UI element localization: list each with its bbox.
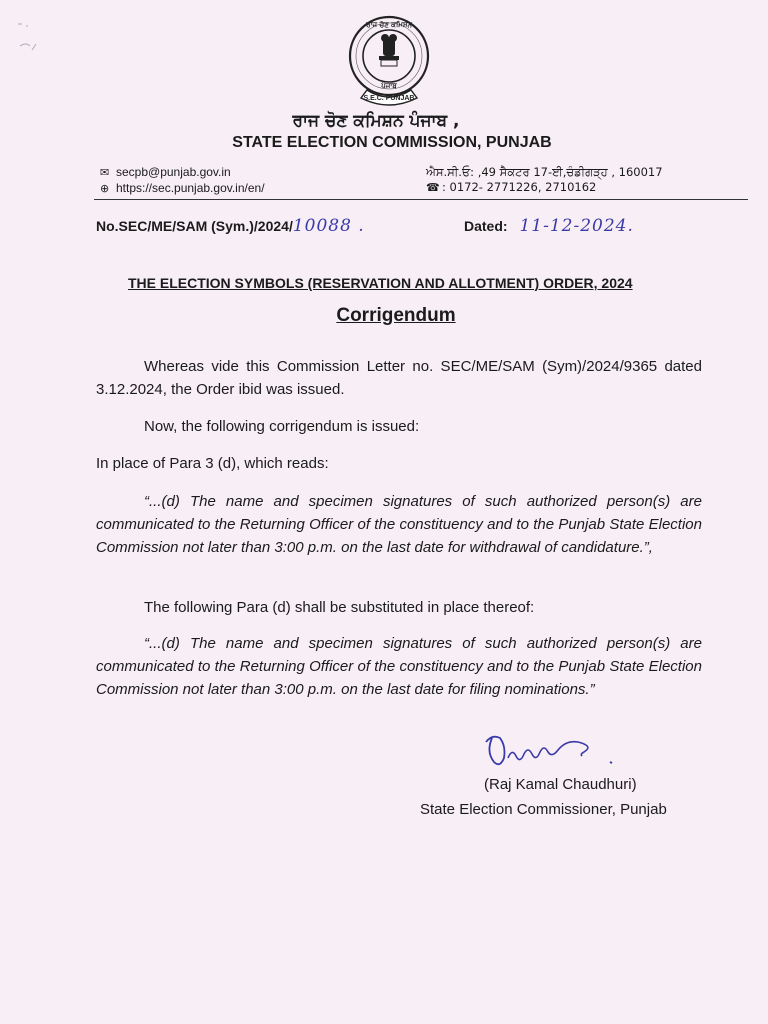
body-paragraph-2: Now, the following corrigendum is issued: — [144, 418, 420, 435]
signatory-block — [420, 772, 667, 822]
signatory-designation: State Election Commissioner, Punjab — [420, 801, 667, 818]
scan-mark — [14, 16, 54, 66]
email-icon: ✉ — [100, 167, 110, 179]
phone-numbers: : 0172- 2771226, 2710162 — [442, 180, 597, 194]
contact-left — [100, 165, 265, 197]
website-link[interactable]: https://sec.punjab.gov.in/en/ — [116, 181, 265, 195]
header-divider — [94, 199, 748, 200]
body-paragraph-3: In place of Para 3 (d), which reads: — [96, 455, 329, 472]
order-title: THE ELECTION SYMBOLS (RESERVATION AND ALLOTMENT) ORDER, 2024 — [128, 275, 633, 291]
globe-icon: ⊕ — [100, 183, 110, 195]
reference-date — [464, 216, 634, 236]
contact-right — [426, 165, 663, 195]
emblem-bottom-text: ਪੰਜਾਬ — [381, 82, 397, 90]
signatory-name: (Raj Kamal Chaudhuri) — [484, 776, 637, 793]
reference-label: No.SEC/ME/SAM (Sym.)/2024/ — [96, 218, 293, 234]
quoted-original-para: “...(d) The name and specimen signatures of such authorized person(s) are communicated to the Returning Officer of the constituency and to the Punjab State Election Commission not later than 3:00 p.m. on the last date for withdrawal of candidature.”, — [96, 493, 702, 556]
commission-title: STATE ELECTION COMMISSION, PUNJAB — [232, 134, 552, 151]
email-link[interactable]: secpb@punjab.gov.in — [116, 165, 231, 179]
corrigendum-title: Corrigendum — [336, 305, 456, 326]
dated-label: Dated: — [464, 218, 508, 234]
commission-emblem-icon — [347, 14, 431, 110]
body-paragraph-1: Whereas vide this Commission Letter no. SEC/ME/SAM (Sym)/2024/9365 dated 3.12.2024, the Order ibid was issued. — [96, 358, 702, 398]
phone-icon: ☎ — [426, 181, 440, 194]
reference-handwritten-number: 10088 . — [292, 216, 365, 236]
office-address: ਐਸ.ਸੀ.ਓ: ,49 ਸੈਕਟਰ 17-ਈ,ਚੰਡੀਗੜ੍ਹ , 160017 — [426, 165, 663, 179]
emblem-ribbon-text: S.E.C. PUNJAB — [363, 95, 415, 102]
body-paragraph-5: The following Para (d) shall be substituted in place thereof: — [144, 599, 535, 616]
emblem-ring-text: ਰਾਜ ਚੋਣ ਕਮਿਸ਼ਨ — [366, 21, 412, 29]
reference-number — [96, 216, 365, 236]
quoted-substituted-para: “...(d) The name and specimen signatures of such authorized person(s) are communicated to the Returning Officer of the constituency and to the Punjab State Election Commission not later than 3:00 p.m. on the last date for filing nominations.” — [96, 635, 702, 698]
punjabi-title: ਰਾਜ ਚੋਣ ਕਮਿਸ਼ਨ ਪੰਜਾਬ , — [292, 111, 460, 131]
handwritten-date: 11-12-2024. — [519, 216, 634, 236]
